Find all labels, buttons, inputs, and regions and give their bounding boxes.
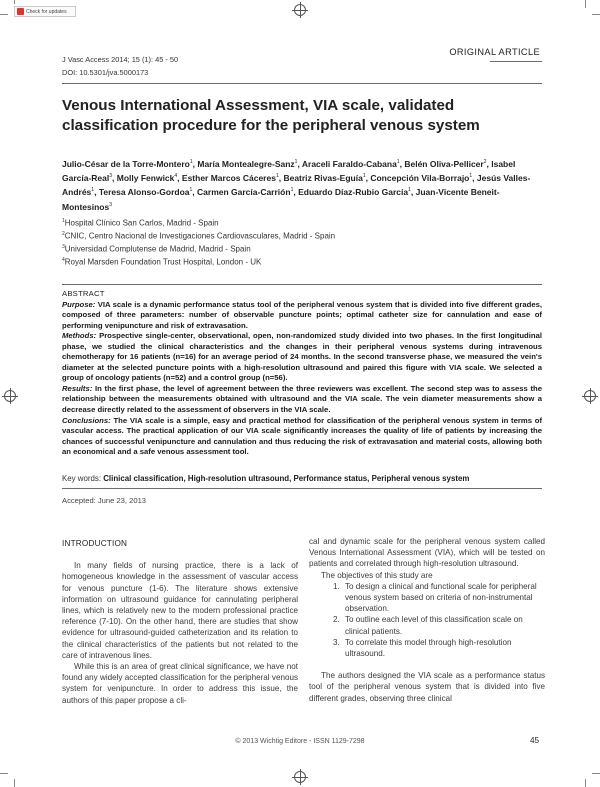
crop-mark <box>592 14 600 15</box>
objectives-intro: The objectives of this study are <box>321 570 433 580</box>
affiliation-number: 3 <box>62 244 65 251</box>
article-type: ORIGINAL ARTICLE <box>449 47 540 57</box>
objective-text: To outline each level of this classification scale on clinical patients. <box>345 615 523 636</box>
page-number: 45 <box>530 736 540 745</box>
journal-meta <box>62 53 178 79</box>
author-affiliation-number: 4 <box>174 173 178 180</box>
affiliation-number: 4 <box>62 257 65 264</box>
affiliation-number: 1 <box>62 218 65 224</box>
accepted-date: Accepted: June 23, 2013 <box>62 496 147 505</box>
author-affiliation-number: 1 <box>396 159 400 165</box>
objective-number: 1. <box>333 581 340 591</box>
crop-mark <box>14 0 15 4</box>
author-name: Beatriz Rivas-Eguía <box>283 173 363 184</box>
author-name: Jesús Valles-Andrés <box>62 173 531 198</box>
author-affiliation-number: 1 <box>362 173 366 180</box>
intro-paragraph-2: While this is an area of great clinical significance, we have not found any widely accepted classification for the peripheral venous system for venipuncture. In order to address this issue, the authors of this paper propose a cli- <box>62 662 298 705</box>
author-affiliation-number: 1 <box>469 173 473 180</box>
author-name: Belén Oliva-Pellicer <box>404 158 484 169</box>
intro-paragraph-1: In many fields of nursing practice, there is a lack of homogeneous knowledge in the assessment of vascular access for venous puncture (1-6). The literature shows extensive information on ultrasound guidance for cannulating peripheral lines, which is relatively new to the modern professional practice reference (7-10). On the other hand, there are studies that show evidence for ultrasound-guided catheterization and its relation to the clinical characteristics of the patients but not related to the care of intravenous lines. <box>62 561 298 660</box>
affiliation-item <box>62 229 542 242</box>
conclusions-label: Conclusions: <box>62 415 111 425</box>
objectives-list <box>333 581 545 659</box>
keywords <box>62 473 542 484</box>
abstract-methods <box>62 331 542 384</box>
conclusions-text: The VIA scale is a simple, easy and practical method for classification of the peripheral venous system in terms of vascular access. The practical application of our VIA scale significantly increases the quality of life of patients by increasing the chances of successful venipuncture and cannulation and thus reducing the risk of extravasation and material costs, allowing both an economical and a safe venous assessment tool. <box>62 415 543 457</box>
abstract-conclusions <box>62 416 542 458</box>
author-affiliation-number: 1 <box>189 159 193 165</box>
crop-mark <box>14 779 15 787</box>
registration-mark-right <box>584 390 596 402</box>
doi[interactable]: DOI: 10.5301/jva.5000173 <box>62 68 149 77</box>
crossmark-icon <box>17 8 24 15</box>
affiliation-text: CNIC, Centro Nacional de Investigaciones Cardiovasculares, Madrid - Spain <box>64 231 336 241</box>
author-name: Carmen García-Carrión <box>197 187 291 198</box>
journal-reference: J Vasc Access 2014; 15 (1): 45 - 50 <box>62 55 179 64</box>
body-column-right <box>309 536 545 704</box>
affiliation-text: Universidad Complutense de Madrid, Madrid - Spain <box>64 244 251 254</box>
affiliation-item <box>62 216 542 229</box>
author-affiliation-number: 1 <box>275 173 279 180</box>
author-name: Esther Marcos Cáceres <box>181 173 276 184</box>
registration-mark-bottom <box>294 771 306 783</box>
author-affiliation-number: 1 <box>294 159 298 165</box>
objective-text: To design a clinical and functional scale for peripheral venous system based on criteria of non-instrumental observation. <box>345 581 537 614</box>
author-affiliation-number: 1 <box>91 187 95 194</box>
affiliation-item <box>62 255 542 268</box>
author-name: Isabel García-Real <box>62 158 516 184</box>
objective-item <box>333 581 545 615</box>
results-label: Results: <box>62 383 93 393</box>
registration-mark-top <box>294 4 306 16</box>
abstract-purpose <box>62 300 542 332</box>
objective-number: 3. <box>333 637 340 647</box>
objective-item <box>333 614 545 636</box>
objective-text: To correlate this model through high-resolution ultrasound. <box>345 637 512 659</box>
methods-text: Prospective single-center, observational, open, non-randomized study divided into two phases. In the first longitudinal phase, we studied the clinical characteristics and the changes in their peripheral venous systems during intravenous chemotherapy for 16 patients (n=16) for an average period of 24 months. In the second transverse phase, we measured the vein's diameter at the selected puncture points with a high-resolution ultrasound and paired this figure with VIA scale. We selected a group of oncology patients (n=52) and a control group (n=56). <box>62 331 542 383</box>
introduction-heading: INTRODUCTION <box>62 539 128 548</box>
abstract-heading: ABSTRACT <box>62 289 105 298</box>
results-text: In the first phase, the level of agreement between the three reviewers was excellent. The second step was to assess the relationship between the measurements obtained with ultrasound and the VIA scale. The vein diameter measurements show a decrease directly related to the assessment of observers in the VIA scale. <box>62 383 543 415</box>
keywords-rule <box>62 488 542 489</box>
intro-paragraph-3: The authors designed the VIA scale as a performance status tool of the peripheral venous system that is divided into five different grades, observing three clinical <box>309 671 545 703</box>
author-affiliation-number: 1 <box>408 187 411 194</box>
abstract <box>62 289 542 458</box>
affiliation-item <box>62 242 542 255</box>
author-name: Molly Fenwick <box>116 173 175 184</box>
author-name: Julio-César de la Torre-Montero <box>62 158 190 169</box>
affiliation-text: Hospital Clínico San Carlos, Madrid - Spain <box>64 218 219 228</box>
body-column-left <box>62 538 298 706</box>
check-for-updates-badge[interactable] <box>14 6 76 17</box>
header-rule <box>62 83 542 84</box>
author-affiliation-number: 3 <box>109 173 113 180</box>
crop-mark <box>592 773 600 774</box>
footer-copyright: © 2013 Wichtig Editore - ISSN 1129-7298 <box>235 738 365 745</box>
crop-mark <box>0 14 8 15</box>
crop-mark <box>585 779 586 787</box>
author-name: Teresa Alonso-Gordoa <box>98 187 190 198</box>
purpose-text: VIA scale is a dynamic performance status tool of the peripheral venous system that is divided into five different grades, composed of three parameters: number of observable puncture points; optimal catheter size for cannulation and ease of performing venipuncture and risk of extravasation. <box>62 299 543 330</box>
author-name: Eduardo Díaz-Rubio García <box>298 187 409 198</box>
author-affiliation-number: 1 <box>290 187 294 194</box>
author-affiliation-number: 3 <box>109 201 113 208</box>
author-name: Araceli Faraldo-Cabana <box>301 158 397 169</box>
affiliation-number: 2 <box>62 231 65 238</box>
objective-item <box>333 637 545 659</box>
registration-mark-left <box>4 390 16 402</box>
crop-mark <box>0 773 8 774</box>
author-affiliation-number: 1 <box>189 187 193 194</box>
author-name: María Montealegre-Sanz <box>197 158 295 169</box>
keywords-label: Key words: <box>62 474 102 483</box>
affiliation-text: Royal Marsden Foundation Trust Hospital, London - UK <box>64 257 262 267</box>
author-name: Juan-Vicente Beneit-Montesinos <box>62 187 500 212</box>
header-rule-short <box>490 61 542 62</box>
check-for-updates-label: Check for updates <box>26 8 67 15</box>
intro-paragraph-2-continued: cal and dynamic scale for the peripheral venous system called Venous International Assessment (VIA), which will be tested on patients and correlated through high-resolution ultrasound. <box>309 537 545 569</box>
author-name: Concepción Vila-Borrajo <box>370 173 470 184</box>
author-affiliation-number: 2 <box>483 159 487 165</box>
article-title: Venous International Assessment, VIA scale, validated classification procedure for the peripheral venous system <box>62 97 480 134</box>
affiliation-list <box>62 216 542 268</box>
crop-mark <box>585 0 586 8</box>
methods-label: Methods: <box>62 331 97 341</box>
author-list: Julio-César de la Torre-Montero$^1$, María Montealegre-Sanz$^1$, Araceli Faraldo-Cabana$^1$, Belén Oliva-Pellicer$^2$, Isabel García-Real$^3$, Molly Fenwick$^4$, Esther Marcos Cáceres$^1$, Beatriz Rivas-Eguía$^1$, Concepción Vila-Borrajo$^1$, Jesús Valles-Andrés$^1$, Teresa Alonso-Gordoa$^1$, Carmen García-Carrión$^1$, Eduardo Díaz-Rubio García$^1$, Juan-Vicente Beneit-Montesinos$^3$ <box>62 158 531 212</box>
abstract-top-rule <box>62 284 542 285</box>
purpose-label: Purpose: <box>62 299 96 309</box>
keywords-text: Clinical classification, High-resolution ultrasound, Performance status, Peripheral venous system <box>103 474 470 483</box>
abstract-results <box>62 384 542 416</box>
objective-number: 2. <box>333 615 340 625</box>
